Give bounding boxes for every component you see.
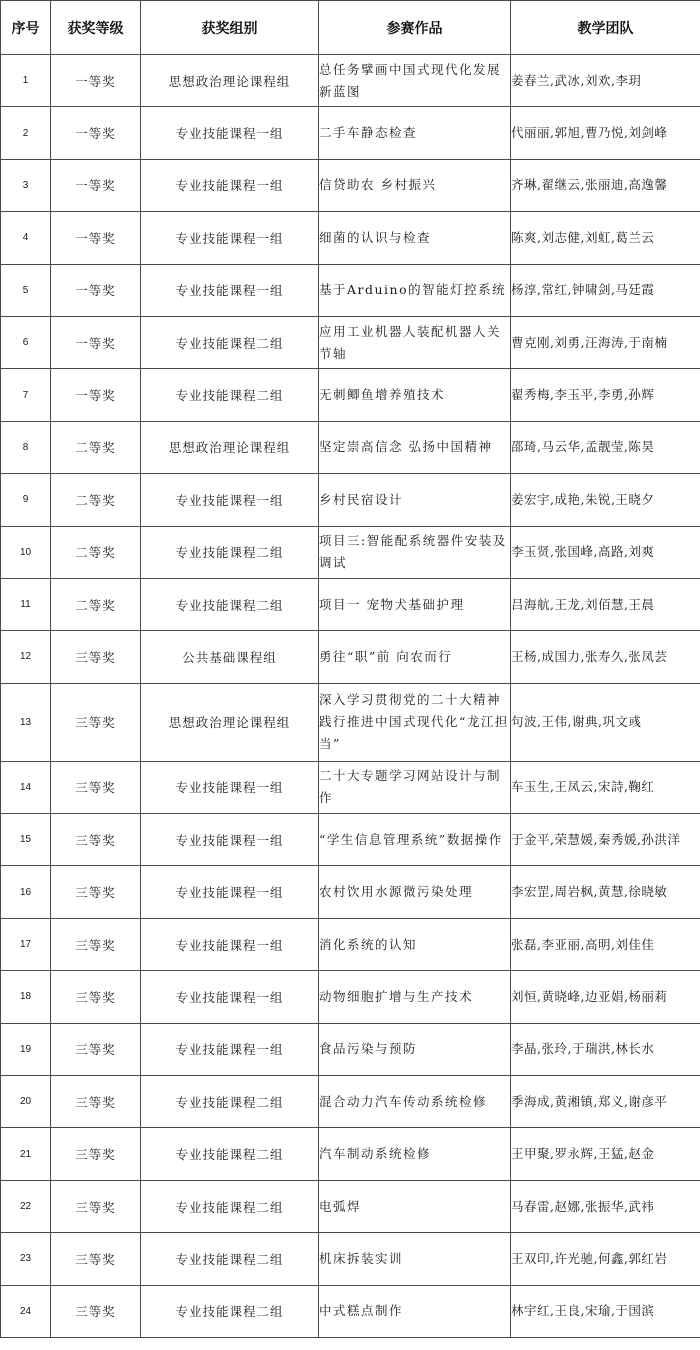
row-serial: 15 — [1, 814, 51, 866]
row-award-group: 专业技能课程一组 — [141, 814, 319, 866]
row-teaching-team: 林宇红,王良,宋瑜,于国滨 — [511, 1285, 700, 1337]
row-teaching-team: 陈爽,刘志健,刘虹,葛兰云 — [511, 212, 700, 264]
table-row — [1, 526, 700, 578]
table-row — [1, 1285, 700, 1337]
header-row — [1, 1, 700, 55]
row-award-group: 思想政治理论课程组 — [141, 55, 319, 107]
row-award-level: 一等奖 — [51, 369, 141, 421]
row-teaching-team: 姜春兰,武冰,刘欢,李玥 — [511, 55, 700, 107]
row-entry-work: 基于Arduino的智能灯控系统 — [319, 264, 511, 316]
row-teaching-team: 刘恒,黄晓峰,边亚娟,杨丽莉 — [511, 971, 700, 1023]
row-serial: 19 — [1, 1023, 51, 1075]
table-row — [1, 369, 700, 421]
row-serial: 9 — [1, 474, 51, 526]
row-award-group: 思想政治理论课程组 — [141, 683, 319, 761]
row-serial: 4 — [1, 212, 51, 264]
row-entry-work: 二十大专题学习网站设计与制作 — [319, 761, 511, 813]
row-serial: 1 — [1, 55, 51, 107]
table-row — [1, 1180, 700, 1232]
row-entry-work: 动物细胞扩增与生产技术 — [319, 971, 511, 1023]
row-entry-work: 细菌的认识与检查 — [319, 212, 511, 264]
row-entry-work: 勇往“职”前 向农而行 — [319, 631, 511, 683]
row-award-level: 三等奖 — [51, 683, 141, 761]
row-award-group: 专业技能课程二组 — [141, 526, 319, 578]
table-row — [1, 683, 700, 761]
table-row — [1, 814, 700, 866]
row-award-group: 专业技能课程二组 — [141, 369, 319, 421]
row-award-level: 二等奖 — [51, 526, 141, 578]
header-award-level: 获奖等级 — [51, 1, 141, 55]
table-row — [1, 316, 700, 368]
row-award-level: 三等奖 — [51, 918, 141, 970]
row-award-level: 一等奖 — [51, 264, 141, 316]
row-award-level: 三等奖 — [51, 1128, 141, 1180]
row-award-level: 二等奖 — [51, 578, 141, 630]
row-teaching-team: 翟秀梅,李玉平,李勇,孙辉 — [511, 369, 700, 421]
row-award-level: 三等奖 — [51, 631, 141, 683]
row-serial: 10 — [1, 526, 51, 578]
row-serial: 14 — [1, 761, 51, 813]
row-award-level: 一等奖 — [51, 107, 141, 159]
row-award-group: 专业技能课程一组 — [141, 1023, 319, 1075]
row-entry-work: 应用工业机器人装配机器人关节轴 — [319, 316, 511, 368]
row-teaching-team: 李宏罡,周岩枫,黄慧,徐晓敏 — [511, 866, 700, 918]
row-award-level: 一等奖 — [51, 159, 141, 211]
row-teaching-team: 曹克刚,刘勇,汪海涛,于南楠 — [511, 316, 700, 368]
row-serial: 6 — [1, 316, 51, 368]
row-serial: 12 — [1, 631, 51, 683]
row-award-group: 专业技能课程一组 — [141, 971, 319, 1023]
row-serial: 11 — [1, 578, 51, 630]
header-serial: 序号 — [1, 1, 51, 55]
table-row — [1, 421, 700, 473]
row-award-group: 专业技能课程二组 — [141, 578, 319, 630]
table-row — [1, 55, 700, 107]
row-teaching-team: 王杨,成国力,张寿久,张凤芸 — [511, 631, 700, 683]
row-teaching-team: 齐琳,翟继云,张丽迪,高逸馨 — [511, 159, 700, 211]
row-serial: 17 — [1, 918, 51, 970]
row-teaching-team: 姜宏宇,成艳,朱锐,王晓夕 — [511, 474, 700, 526]
row-serial: 24 — [1, 1285, 51, 1337]
table-row — [1, 1128, 700, 1180]
row-teaching-team: 李晶,张玲,于瑞洪,林长水 — [511, 1023, 700, 1075]
row-entry-work: 乡村民宿设计 — [319, 474, 511, 526]
header-teaching-team: 教学团队 — [511, 1, 700, 55]
row-entry-work: 电弧焊 — [319, 1180, 511, 1232]
row-award-group: 专业技能课程二组 — [141, 1076, 319, 1128]
row-award-level: 三等奖 — [51, 814, 141, 866]
row-entry-work: 食品污染与预防 — [319, 1023, 511, 1075]
table-row — [1, 159, 700, 211]
table-row — [1, 1233, 700, 1285]
table-row — [1, 212, 700, 264]
row-award-group: 专业技能课程二组 — [141, 1233, 319, 1285]
table-row — [1, 107, 700, 159]
table-row — [1, 918, 700, 970]
row-serial: 20 — [1, 1076, 51, 1128]
row-teaching-team: 代丽丽,郭旭,曹乃悦,刘剑峰 — [511, 107, 700, 159]
row-award-group: 专业技能课程一组 — [141, 159, 319, 211]
row-award-level: 一等奖 — [51, 316, 141, 368]
row-entry-work: 项目一 宠物犬基础护理 — [319, 578, 511, 630]
row-award-group: 专业技能课程一组 — [141, 212, 319, 264]
row-serial: 23 — [1, 1233, 51, 1285]
row-award-group: 专业技能课程一组 — [141, 264, 319, 316]
row-award-group: 专业技能课程二组 — [141, 316, 319, 368]
row-teaching-team: 王双印,许光驰,何鑫,郭红岩 — [511, 1233, 700, 1285]
row-entry-work: 中式糕点制作 — [319, 1285, 511, 1337]
table-row — [1, 866, 700, 918]
table-row — [1, 761, 700, 813]
row-teaching-team: 句波,王伟,谢典,巩文彧 — [511, 683, 700, 761]
row-teaching-team: 杨淳,常红,钟啸剑,马廷霞 — [511, 264, 700, 316]
row-award-level: 三等奖 — [51, 866, 141, 918]
row-serial: 2 — [1, 107, 51, 159]
row-entry-work: 无刺鲫鱼增养殖技术 — [319, 369, 511, 421]
row-teaching-team: 车玉生,王凤云,宋詩,鞠红 — [511, 761, 700, 813]
row-award-group: 专业技能课程一组 — [141, 918, 319, 970]
row-award-level: 三等奖 — [51, 1180, 141, 1232]
header-award-group: 获奖组别 — [141, 1, 319, 55]
row-teaching-team: 马春雷,赵娜,张振华,武祎 — [511, 1180, 700, 1232]
row-entry-work: 项目三:智能配系统器件安装及调试 — [319, 526, 511, 578]
header-entry-work: 参赛作品 — [319, 1, 511, 55]
row-teaching-team: 李玉贤,张国峰,高路,刘爽 — [511, 526, 700, 578]
row-teaching-team: 季海成,黄湘镇,郑义,谢彦平 — [511, 1076, 700, 1128]
row-serial: 8 — [1, 421, 51, 473]
row-entry-work: 机床拆装实训 — [319, 1233, 511, 1285]
row-teaching-team: 张磊,李亚丽,高明,刘佳佳 — [511, 918, 700, 970]
row-serial: 3 — [1, 159, 51, 211]
row-entry-work: 汽车制动系统检修 — [319, 1128, 511, 1180]
table-row — [1, 971, 700, 1023]
row-entry-work: 消化系统的认知 — [319, 918, 511, 970]
row-entry-work: “学生信息管理系统”数据操作 — [319, 814, 511, 866]
row-award-group: 专业技能课程二组 — [141, 1285, 319, 1337]
row-serial: 5 — [1, 264, 51, 316]
row-teaching-team: 于金平,荣慧媛,秦秀媛,孙洪洋 — [511, 814, 700, 866]
table-row — [1, 474, 700, 526]
row-award-level: 二等奖 — [51, 421, 141, 473]
table-row — [1, 631, 700, 683]
row-serial: 21 — [1, 1128, 51, 1180]
row-entry-work: 农村饮用水源微污染处理 — [319, 866, 511, 918]
row-award-level: 三等奖 — [51, 761, 141, 813]
table-row — [1, 1023, 700, 1075]
row-entry-work: 信贷助农 乡村振兴 — [319, 159, 511, 211]
row-entry-work: 总任务擘画中国式现代化发展新蓝图 — [319, 55, 511, 107]
row-award-level: 三等奖 — [51, 971, 141, 1023]
row-award-level: 二等奖 — [51, 474, 141, 526]
table-row — [1, 578, 700, 630]
row-award-group: 专业技能课程一组 — [141, 866, 319, 918]
row-award-level: 三等奖 — [51, 1023, 141, 1075]
row-award-level: 三等奖 — [51, 1233, 141, 1285]
row-teaching-team: 王甲聚,罗永辉,王猛,赵金 — [511, 1128, 700, 1180]
table-body — [1, 55, 700, 1338]
row-award-group: 思想政治理论课程组 — [141, 421, 319, 473]
row-award-group: 专业技能课程二组 — [141, 1180, 319, 1232]
row-award-group: 专业技能课程一组 — [141, 761, 319, 813]
row-award-group: 公共基础课程组 — [141, 631, 319, 683]
row-award-level: 三等奖 — [51, 1076, 141, 1128]
row-serial: 18 — [1, 971, 51, 1023]
row-serial: 7 — [1, 369, 51, 421]
row-serial: 22 — [1, 1180, 51, 1232]
row-entry-work: 深入学习贯彻党的二十大精神 践行推进中国式现代化“龙江担当” — [319, 683, 511, 761]
row-serial: 13 — [1, 683, 51, 761]
table-row — [1, 1076, 700, 1128]
row-entry-work: 坚定崇高信念 弘扬中国精神 — [319, 421, 511, 473]
row-award-group: 专业技能课程一组 — [141, 474, 319, 526]
row-teaching-team: 邵琦,马云华,孟靓莹,陈昊 — [511, 421, 700, 473]
row-award-level: 一等奖 — [51, 55, 141, 107]
row-entry-work: 二手车静态检查 — [319, 107, 511, 159]
row-serial: 16 — [1, 866, 51, 918]
table-row — [1, 264, 700, 316]
row-award-group: 专业技能课程二组 — [141, 1128, 319, 1180]
row-entry-work: 混合动力汽车传动系统检修 — [319, 1076, 511, 1128]
row-award-level: 三等奖 — [51, 1285, 141, 1337]
row-award-group: 专业技能课程一组 — [141, 107, 319, 159]
row-award-level: 一等奖 — [51, 212, 141, 264]
row-teaching-team: 吕海航,王龙,刘佰慧,王晨 — [511, 578, 700, 630]
